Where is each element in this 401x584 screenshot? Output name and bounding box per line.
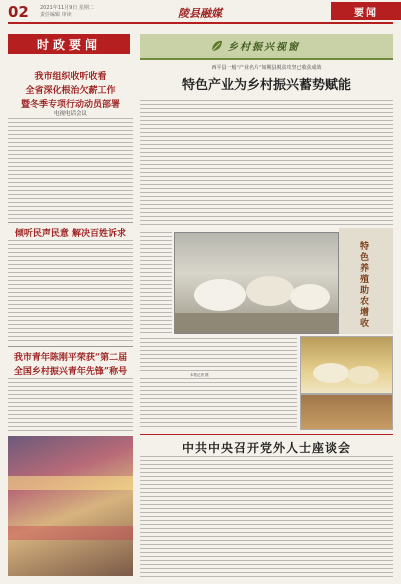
header-rule bbox=[8, 22, 393, 24]
divider bbox=[140, 434, 393, 435]
bottom-story-body bbox=[140, 456, 393, 580]
feature-banner-title: 乡村振兴视窗 bbox=[228, 42, 300, 53]
award-ceremony-photo bbox=[8, 436, 133, 576]
photo-credit: 本报记者 摄 bbox=[190, 373, 209, 377]
paper-logo: 陵县融媒 bbox=[178, 7, 222, 20]
page-number: 02 bbox=[8, 3, 29, 21]
story1-headline-1[interactable]: 我市组织收听收看 bbox=[34, 72, 107, 82]
rural-revitalization-banner bbox=[140, 34, 393, 60]
feature-body bbox=[140, 100, 393, 226]
sheep-illustration bbox=[301, 337, 393, 394]
leaf-icon bbox=[210, 39, 224, 53]
goat-farm-photo bbox=[174, 232, 339, 334]
divider bbox=[8, 222, 133, 223]
section-tag: 要闻 bbox=[331, 2, 401, 20]
story3-body bbox=[8, 378, 133, 434]
story3-headline-2[interactable]: 全国乡村振兴青年先锋”称号 bbox=[13, 367, 128, 377]
feature-kicker: 西平县一般“产业名片”如期县脱贫攻坚已收获成效 bbox=[211, 65, 322, 71]
sheep-photo bbox=[300, 336, 393, 394]
bottom-story-headline[interactable]: 中共中央召开党外人士座谈会 bbox=[181, 441, 351, 455]
goat-illustration bbox=[175, 233, 339, 334]
politics-news-banner: 时政要闻 bbox=[8, 34, 130, 54]
story2-headline[interactable]: 倾听民声民意 解决百姓诉求 bbox=[14, 229, 127, 239]
feature-side-title: 特色养殖助农增收 bbox=[360, 242, 370, 329]
photo-caption-text bbox=[140, 338, 297, 372]
dateline-editors: 责任编辑 审读 bbox=[40, 12, 72, 18]
dateline-date: 2021年11月9日 星期二 bbox=[40, 5, 94, 11]
feature-body-column bbox=[140, 232, 172, 334]
story2-body bbox=[8, 240, 133, 344]
dateline bbox=[40, 5, 94, 19]
feature-headline[interactable]: 特色产业为乡村振兴蓄势赋能 bbox=[181, 78, 351, 93]
feature-body-lower bbox=[140, 378, 297, 430]
cattle-photo bbox=[300, 394, 393, 430]
masthead bbox=[0, 0, 401, 27]
divider bbox=[8, 346, 133, 347]
story1-headline-2[interactable]: 全省深化根治欠薪工作 bbox=[25, 86, 116, 96]
story3-headline-1[interactable]: 我市青年陈刚平荣获“第二届 bbox=[13, 353, 128, 363]
photo-detail bbox=[8, 526, 133, 540]
photo-detail bbox=[8, 476, 133, 490]
story1-subhead: 电视电话会议 bbox=[53, 111, 87, 117]
story1-headline-3[interactable]: 暨冬季专项行动动员部署 bbox=[20, 100, 120, 110]
story1-body bbox=[8, 118, 133, 222]
